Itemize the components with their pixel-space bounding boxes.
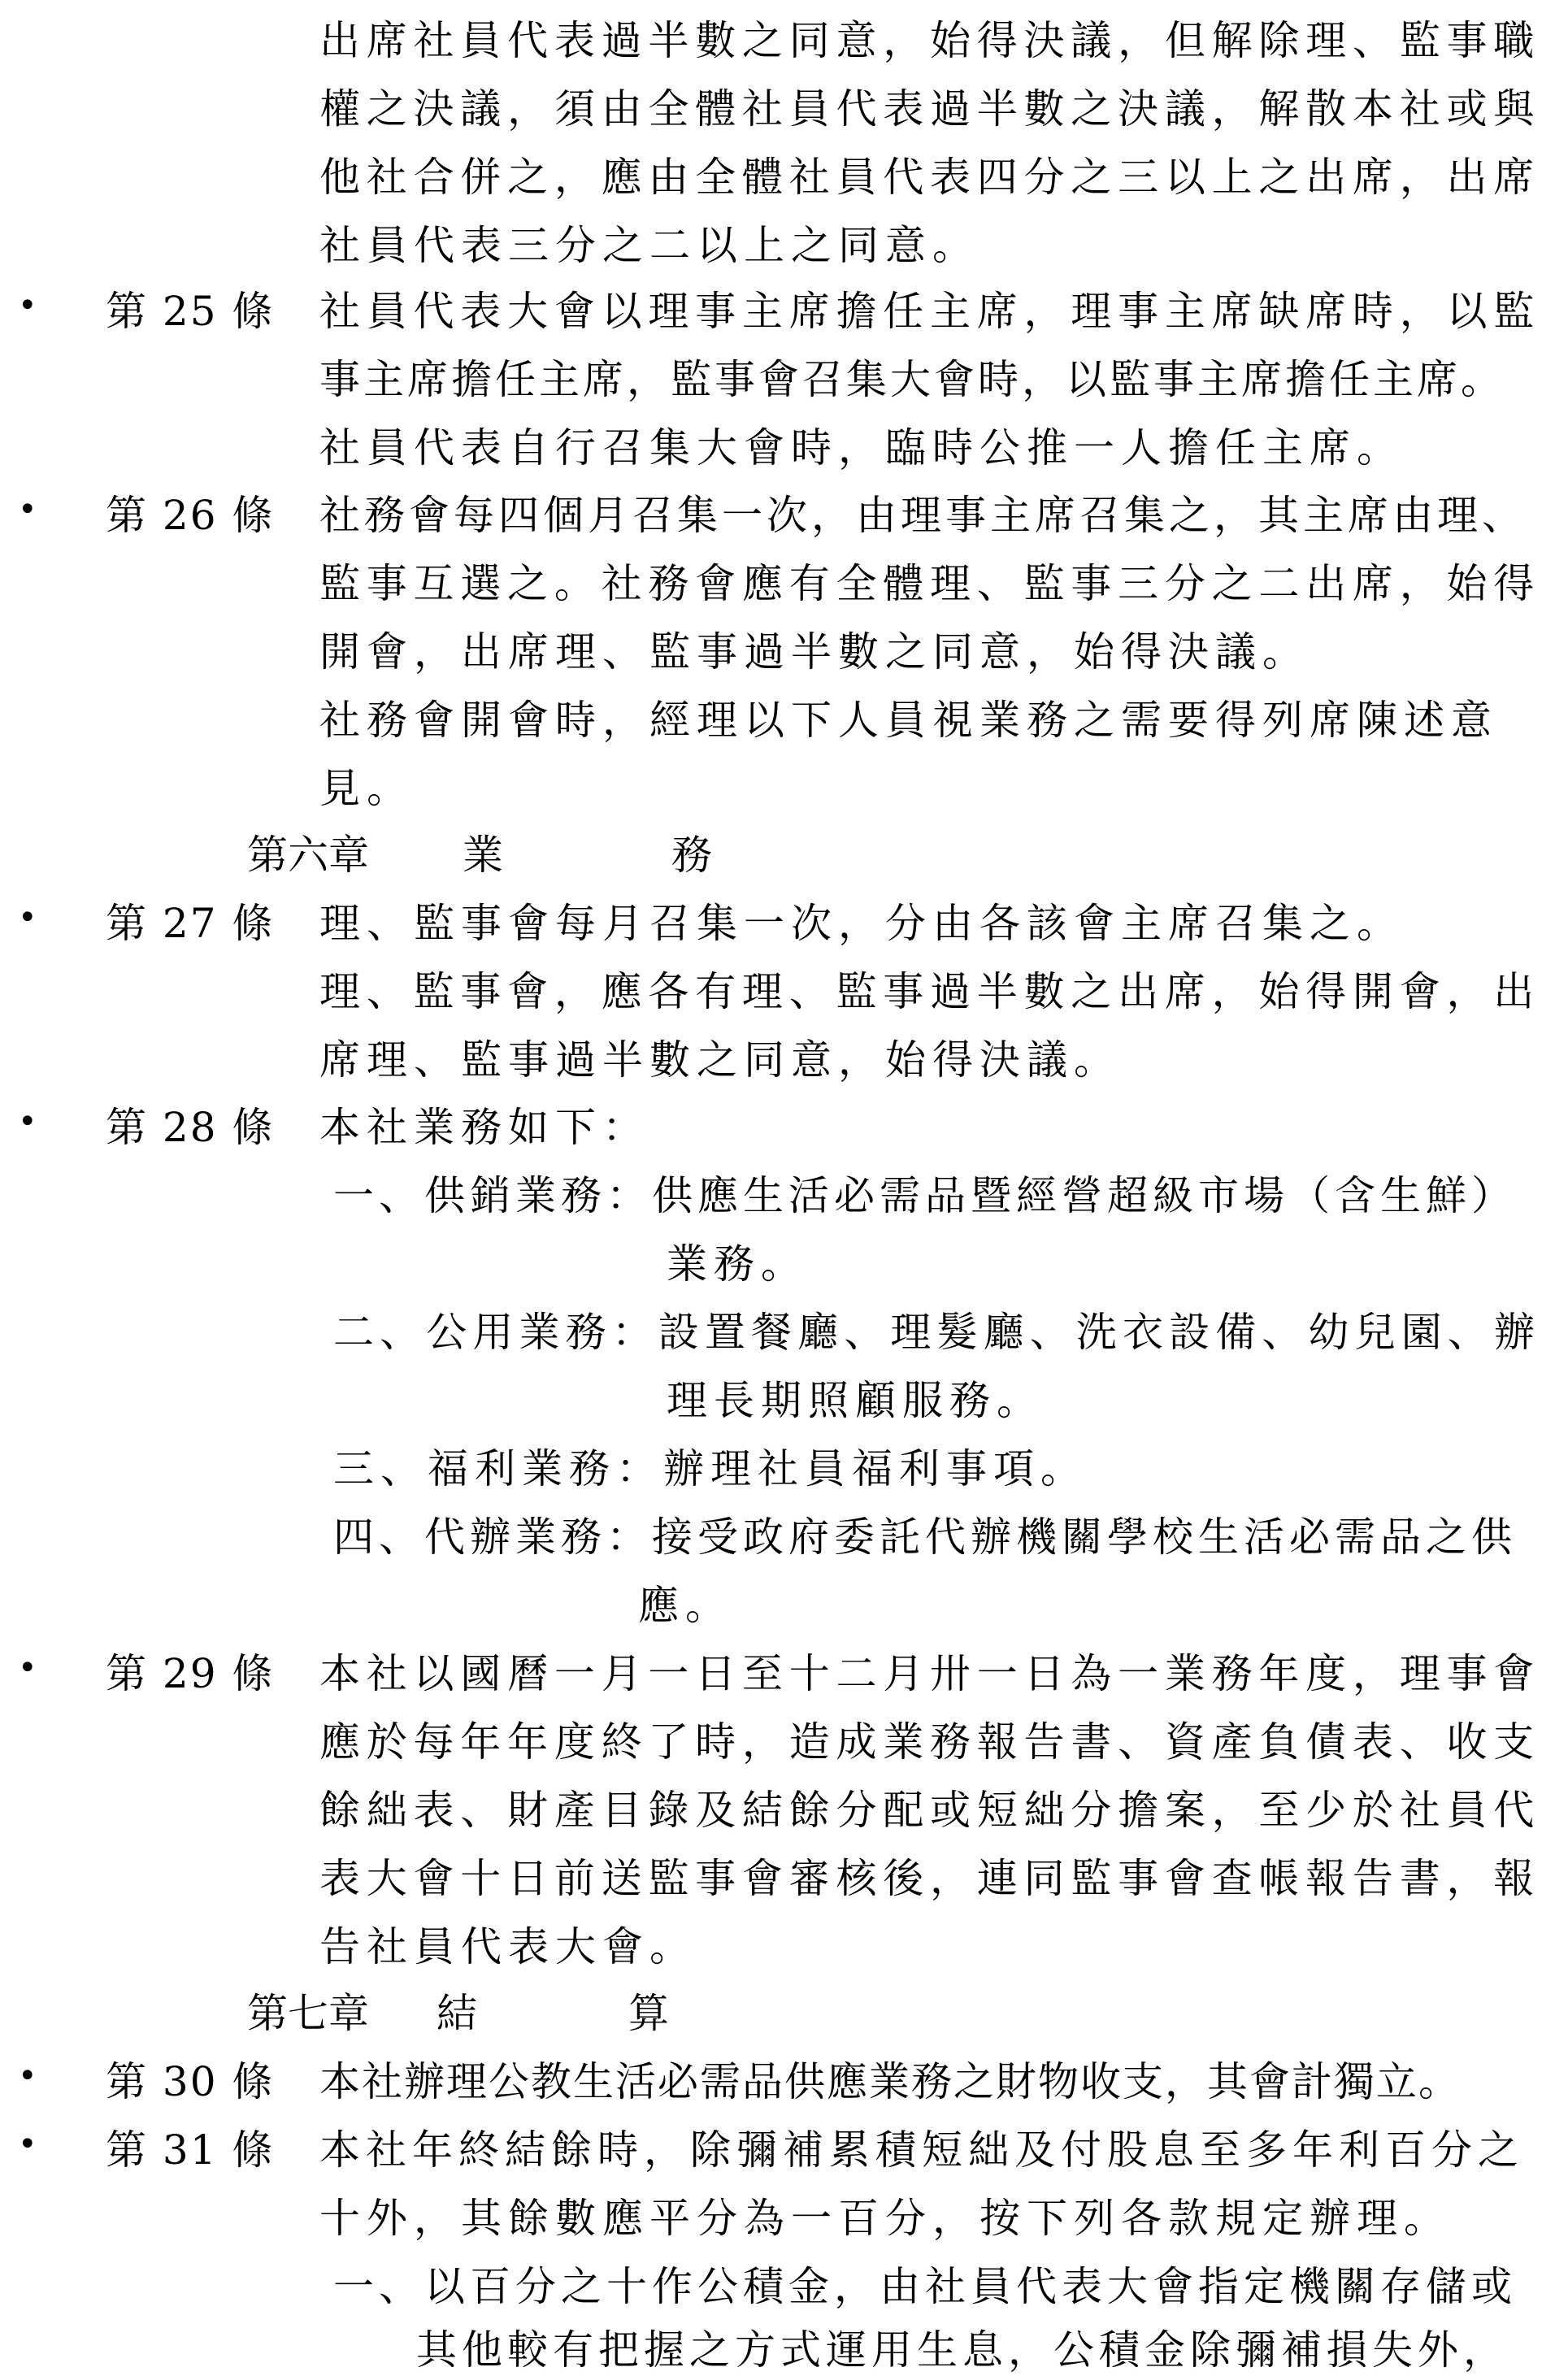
article-label: 第 28 條 bbox=[106, 1104, 275, 1151]
chapter-number: 第六章 bbox=[247, 832, 369, 879]
text-line: 社員代表自行召集大會時，臨時公推一人擔任主席。 bbox=[319, 424, 1404, 471]
article-label: 第 31 條 bbox=[106, 2126, 275, 2174]
text-line: 他社合併之，應由全體社員代表四分之三以上之出席，出席 bbox=[319, 154, 1540, 201]
chapter-number: 第七章 bbox=[247, 1990, 369, 2037]
text-line: 見。 bbox=[319, 765, 414, 812]
list-item: 二、公用業務：設置餐廳、理髮廳、洗衣設備、幼兒園、辦 bbox=[333, 1309, 1540, 1356]
list-item: 一、以百分之十作公積金，由社員代表大會指定機關存儲或 bbox=[333, 2263, 1517, 2310]
bullet-icon: • bbox=[18, 287, 37, 324]
bullet-icon: • bbox=[18, 899, 37, 936]
article-label: 第 26 條 bbox=[106, 492, 275, 539]
text-line: 社員代表大會以理事主席擔任主席，理事主席缺席時，以監 bbox=[319, 288, 1540, 335]
chapter-title-char: 算 bbox=[628, 1990, 669, 2037]
list-item: 三、福利業務：辦理社員福利事項。 bbox=[333, 1445, 1088, 1492]
text-line: 本社辦理公教生活必需品供應業務之財物收支，其會計獨立。 bbox=[319, 2058, 1461, 2105]
text-line: 本社年終結餘時，除彌補累積短絀及付股息至多年利百分之 bbox=[319, 2126, 1524, 2174]
list-item-cont: 業務。 bbox=[667, 1240, 808, 1288]
bullet-icon: • bbox=[18, 491, 37, 528]
text-line: 本社業務如下： bbox=[319, 1104, 649, 1151]
bullet-icon: • bbox=[18, 1649, 37, 1687]
text-line: 出席社員代表過半數之同意，始得決議，但解除理、監事職 bbox=[319, 17, 1540, 64]
text-line: 社務會每四個月召集一次，由理事主席召集之，其主席由理、 bbox=[319, 492, 1527, 539]
text-line: 理、監事會每月召集一次，分由各該會主席召集之。 bbox=[319, 900, 1404, 947]
text-line: 監事互選之。社務會應有全體理、監事三分之二出席，始得 bbox=[319, 560, 1540, 607]
bullet-icon: • bbox=[18, 2126, 37, 2163]
chapter-title-char: 結 bbox=[437, 1990, 477, 2037]
list-item-cont: 其他較有把握之方式運用生息，公積金除彌補損失外， bbox=[416, 2326, 1509, 2374]
text-line: 應於每年年度終了時，造成業務報告書、資產負債表、收支 bbox=[319, 1718, 1540, 1766]
text-line: 告社員代表大會。 bbox=[319, 1923, 697, 1970]
list-item: 四、代辦業務：接受政府委託代辦機關學校生活必需品之供 bbox=[333, 1514, 1517, 1561]
chapter-title-char: 務 bbox=[671, 832, 712, 879]
article-label: 第 30 條 bbox=[106, 2058, 275, 2105]
article-label: 第 27 條 bbox=[106, 900, 275, 947]
bullet-icon: • bbox=[18, 1103, 37, 1140]
list-item: 一、供銷業務：供應生活必需品暨經營超級市場（含生鮮） bbox=[333, 1172, 1517, 1219]
text-line: 餘絀表、財產目錄及結餘分配或短絀分擔案，至少於社員代 bbox=[319, 1787, 1540, 1834]
text-line: 開會，出席理、監事過半數之同意，始得決議。 bbox=[319, 628, 1310, 675]
list-item-cont: 應。 bbox=[638, 1582, 732, 1629]
text-line: 權之決議，須由全體社員代表過半數之決議，解散本社或與 bbox=[319, 85, 1540, 132]
text-line: 十外，其餘數應平分為一百分，按下列各款規定辦理。 bbox=[319, 2195, 1451, 2242]
text-line: 社務會開會時，經理以下人員視業務之需要得列席陳述意 bbox=[319, 697, 1498, 744]
bullet-icon: • bbox=[18, 2057, 37, 2095]
text-line: 席理、監事過半數之同意，始得決議。 bbox=[319, 1036, 1121, 1084]
text-line: 本社以國曆一月一日至十二月卅一日為一業務年度，理事會 bbox=[319, 1650, 1540, 1697]
chapter-title-char: 業 bbox=[463, 832, 503, 879]
text-line: 事主席擔任主席，監事會召集大會時，以監事主席擔任主席。 bbox=[319, 356, 1505, 403]
text-line: 理、監事會，應各有理、監事過半數之出席，始得開會，出 bbox=[319, 968, 1540, 1015]
article-label: 第 29 條 bbox=[106, 1650, 275, 1697]
text-line: 社員代表三分之二以上之同意。 bbox=[319, 222, 979, 269]
list-item-cont: 理長期照顧服務。 bbox=[667, 1377, 1044, 1424]
article-label: 第 25 條 bbox=[106, 288, 275, 335]
text-line: 表大會十日前送監事會審核後，連同監事會查帳報告書，報 bbox=[319, 1855, 1540, 1902]
